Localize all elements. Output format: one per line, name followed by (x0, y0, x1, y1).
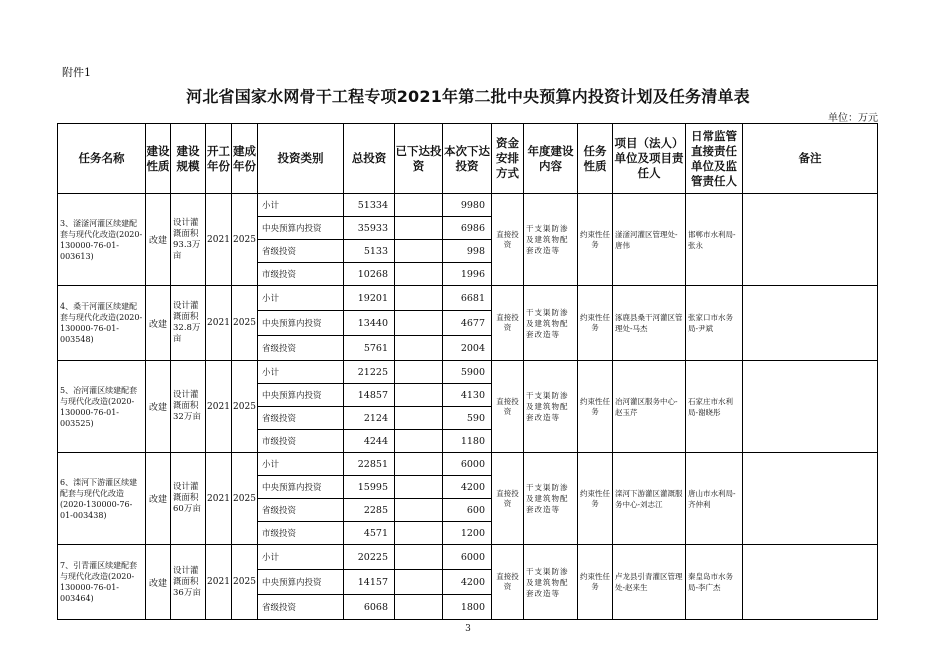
task-nature-cell: 约束性任务 (578, 453, 613, 545)
annual-content-cell: 干支渠防渗及建筑物配套改造等 (524, 194, 578, 286)
fund-method-cell: 直接投资 (492, 194, 524, 286)
investment-type-cell: 小计 (258, 286, 344, 311)
construction-scale-cell: 设计灌溉面积32万亩 (171, 361, 206, 453)
task-nature-cell: 约束性任务 (578, 361, 613, 453)
investment-type-cell: 小计 (258, 453, 344, 476)
end-year-cell: 2025 (232, 453, 258, 545)
table-row (58, 545, 878, 570)
column-header: 资金安排方式 (492, 124, 524, 194)
total-investment-cell: 6068 (344, 595, 395, 620)
attachment-label: 附件1 (62, 66, 91, 79)
total-investment-cell: 13440 (344, 311, 395, 336)
remark-cell (743, 286, 878, 361)
task-nature-cell: 约束性任务 (578, 545, 613, 620)
current-investment-cell: 4677 (443, 311, 492, 336)
supervisor-cell: 石家庄市水利局-谢晓彤 (686, 361, 743, 453)
current-investment-cell: 600 (443, 499, 492, 522)
column-header: 任务名称 (58, 124, 146, 194)
investment-type-cell: 中央预算内投资 (258, 384, 344, 407)
column-header: 项目（法人）单位及项目责任人 (613, 124, 686, 194)
issued-investment-cell (395, 286, 443, 311)
current-investment-cell: 2004 (443, 336, 492, 361)
issued-investment-cell (395, 384, 443, 407)
investment-type-cell: 小计 (258, 545, 344, 570)
task-name-cell: 4、桑干河灌区续建配套与现代化改造(2020-130000-76-01-003548) (58, 286, 146, 361)
annual-content-cell: 干支渠防渗及建筑物配套改造等 (524, 453, 578, 545)
current-investment-cell: 1800 (443, 595, 492, 620)
remark-cell (743, 194, 878, 286)
column-header: 备注 (743, 124, 878, 194)
current-investment-cell: 5900 (443, 361, 492, 384)
task-name-cell: 6、滦河下游灌区续建配套与现代化改造(2020-130000-76-01-003438) (58, 453, 146, 545)
supervisor-cell: 邯郸市水利局-张永 (686, 194, 743, 286)
remark-cell (743, 545, 878, 620)
issued-investment-cell (395, 453, 443, 476)
current-investment-cell: 998 (443, 240, 492, 263)
current-investment-cell: 6000 (443, 545, 492, 570)
investment-type-cell: 中央预算内投资 (258, 570, 344, 595)
investment-type-cell: 省级投资 (258, 240, 344, 263)
end-year-cell: 2025 (232, 545, 258, 620)
investment-type-cell: 省级投资 (258, 499, 344, 522)
end-year-cell: 2025 (232, 194, 258, 286)
current-investment-cell: 6681 (443, 286, 492, 311)
column-header: 建设规模 (171, 124, 206, 194)
column-header: 年度建设内容 (524, 124, 578, 194)
construction-scale-cell: 设计灌溉面积36万亩 (171, 545, 206, 620)
issued-investment-cell (395, 476, 443, 499)
total-investment-cell: 2285 (344, 499, 395, 522)
investment-type-cell: 中央预算内投资 (258, 476, 344, 499)
column-header: 日常监管直接责任单位及监管责任人 (686, 124, 743, 194)
column-header: 开工年份 (206, 124, 232, 194)
total-investment-cell: 22851 (344, 453, 395, 476)
current-investment-cell: 590 (443, 407, 492, 430)
construction-nature-cell: 改建 (146, 453, 171, 545)
column-header: 总投资 (344, 124, 395, 194)
issued-investment-cell (395, 570, 443, 595)
start-year-cell: 2021 (206, 453, 232, 545)
total-investment-cell: 15995 (344, 476, 395, 499)
issued-investment-cell (395, 194, 443, 217)
header-row (58, 124, 878, 194)
fund-method-cell: 直接投资 (492, 453, 524, 545)
total-investment-cell: 10268 (344, 263, 395, 286)
task-name-cell: 3、滏滏河灌区续建配套与现代化改造(2020-130000-76-01-003613) (58, 194, 146, 286)
total-investment-cell: 35933 (344, 217, 395, 240)
issued-investment-cell (395, 263, 443, 286)
table-row (58, 361, 878, 384)
column-header: 本次下达投资 (443, 124, 492, 194)
investment-type-cell: 中央预算内投资 (258, 217, 344, 240)
issued-investment-cell (395, 217, 443, 240)
total-investment-cell: 21225 (344, 361, 395, 384)
end-year-cell: 2025 (232, 286, 258, 361)
investment-type-cell: 省级投资 (258, 336, 344, 361)
issued-investment-cell (395, 595, 443, 620)
current-investment-cell: 1200 (443, 522, 492, 545)
start-year-cell: 2021 (206, 286, 232, 361)
current-investment-cell: 9980 (443, 194, 492, 217)
start-year-cell: 2021 (206, 545, 232, 620)
fund-method-cell: 直接投资 (492, 545, 524, 620)
construction-nature-cell: 改建 (146, 545, 171, 620)
annual-content-cell: 干支渠防渗及建筑物配套改造等 (524, 545, 578, 620)
issued-investment-cell (395, 499, 443, 522)
supervisor-cell: 秦皇岛市水务局-李广杰 (686, 545, 743, 620)
task-nature-cell: 约束性任务 (578, 194, 613, 286)
issued-investment-cell (395, 407, 443, 430)
total-investment-cell: 19201 (344, 286, 395, 311)
investment-type-cell: 市级投资 (258, 522, 344, 545)
column-header: 已下达投资 (395, 124, 443, 194)
current-investment-cell: 1180 (443, 430, 492, 453)
issued-investment-cell (395, 522, 443, 545)
total-investment-cell: 4571 (344, 522, 395, 545)
total-investment-cell: 20225 (344, 545, 395, 570)
investment-type-cell: 中央预算内投资 (258, 311, 344, 336)
project-owner-cell: 冶河灌区服务中心-赵玉芹 (613, 361, 686, 453)
annual-content-cell: 干支渠防渗及建筑物配套改造等 (524, 286, 578, 361)
table-row (58, 286, 878, 311)
end-year-cell: 2025 (232, 361, 258, 453)
task-nature-cell: 约束性任务 (578, 286, 613, 361)
issued-investment-cell (395, 336, 443, 361)
annual-content-cell: 干支渠防渗及建筑物配套改造等 (524, 361, 578, 453)
task-name-cell: 7、引青灌区续建配套与现代化改造(2020-130000-76-01-003464) (58, 545, 146, 620)
fund-method-cell: 直接投资 (492, 361, 524, 453)
page-number: 3 (465, 624, 471, 634)
current-investment-cell: 4200 (443, 570, 492, 595)
remark-cell (743, 361, 878, 453)
total-investment-cell: 51334 (344, 194, 395, 217)
current-investment-cell: 1996 (443, 263, 492, 286)
total-investment-cell: 14857 (344, 384, 395, 407)
column-header: 任务性质 (578, 124, 613, 194)
total-investment-cell: 5761 (344, 336, 395, 361)
current-investment-cell: 6986 (443, 217, 492, 240)
investment-type-cell: 市级投资 (258, 263, 344, 286)
fund-method-cell: 直接投资 (492, 286, 524, 361)
column-header: 建设性质 (146, 124, 171, 194)
project-owner-cell: 卢龙县引青灌区管理处-赵来生 (613, 545, 686, 620)
current-investment-cell: 4130 (443, 384, 492, 407)
document-title: 河北省国家水网骨干工程专项2021年第二批中央预算内投资计划及任务清单表 (186, 87, 750, 106)
issued-investment-cell (395, 545, 443, 570)
task-name-cell: 5、冶河灌区续建配套与现代化改造(2020-130000-76-01-003525) (58, 361, 146, 453)
column-header: 投资类别 (258, 124, 344, 194)
remark-cell (743, 453, 878, 545)
investment-type-cell: 省级投资 (258, 595, 344, 620)
total-investment-cell: 4244 (344, 430, 395, 453)
construction-scale-cell: 设计灌溉面积93.3万亩 (171, 194, 206, 286)
column-header: 建成年份 (232, 124, 258, 194)
issued-investment-cell (395, 240, 443, 263)
issued-investment-cell (395, 361, 443, 384)
investment-type-cell: 市级投资 (258, 430, 344, 453)
investment-table (57, 123, 878, 620)
project-owner-cell: 滏滏河灌区管理处-唐伟 (613, 194, 686, 286)
unit-label: 单位：万元 (828, 113, 878, 124)
table-row (58, 453, 878, 476)
construction-scale-cell: 设计灌溉面积60万亩 (171, 453, 206, 545)
total-investment-cell: 2124 (344, 407, 395, 430)
start-year-cell: 2021 (206, 194, 232, 286)
start-year-cell: 2021 (206, 361, 232, 453)
supervisor-cell: 张家口市水务局-尹斌 (686, 286, 743, 361)
current-investment-cell: 4200 (443, 476, 492, 499)
investment-type-cell: 小计 (258, 194, 344, 217)
construction-scale-cell: 设计灌溉面积32.8万亩 (171, 286, 206, 361)
table-row (58, 194, 878, 217)
supervisor-cell: 唐山市水利局-齐仲利 (686, 453, 743, 545)
investment-type-cell: 省级投资 (258, 407, 344, 430)
construction-nature-cell: 改建 (146, 361, 171, 453)
issued-investment-cell (395, 311, 443, 336)
project-owner-cell: 涿鹿县桑干河灌区管理处-马杰 (613, 286, 686, 361)
project-owner-cell: 滦河下游灌区灌溉服务中心-刘志江 (613, 453, 686, 545)
current-investment-cell: 6000 (443, 453, 492, 476)
construction-nature-cell: 改建 (146, 194, 171, 286)
total-investment-cell: 14157 (344, 570, 395, 595)
issued-investment-cell (395, 430, 443, 453)
total-investment-cell: 5133 (344, 240, 395, 263)
construction-nature-cell: 改建 (146, 286, 171, 361)
investment-type-cell: 小计 (258, 361, 344, 384)
